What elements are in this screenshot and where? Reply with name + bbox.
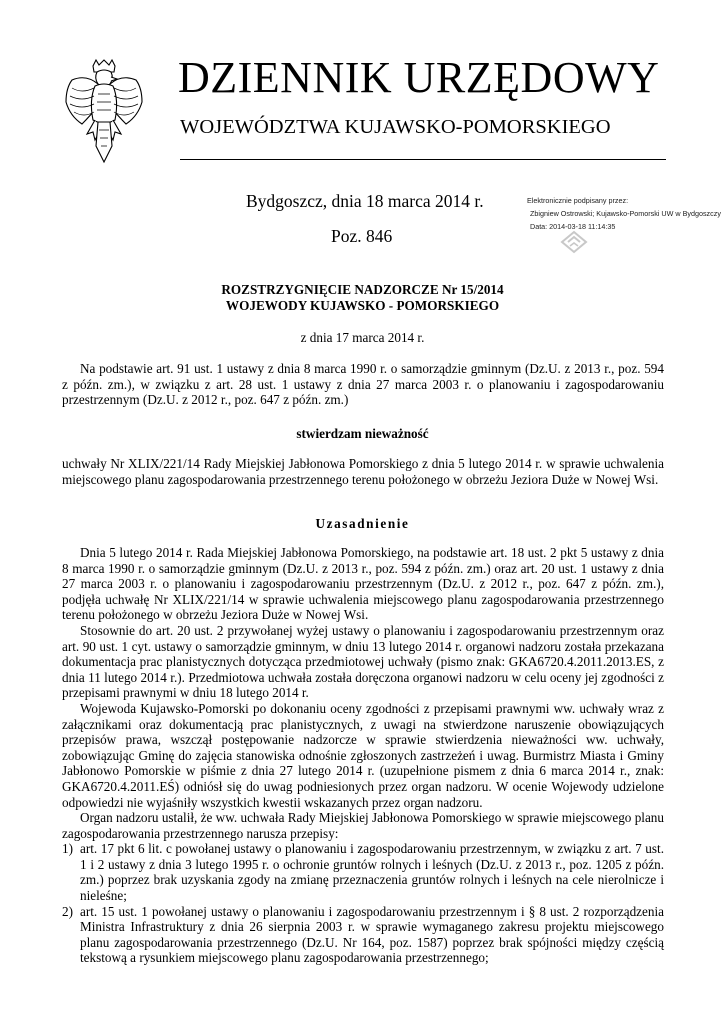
signature-seal-icon: [560, 230, 588, 254]
list-item-text: art. 15 ust. 1 powołanej ustawy o planowaniu i zagospodarowaniu przestrzennym i § 8 ust. 2 rozporządzenia Ministra Infrastruktury z dnia 26 sierpnia 2003 r. w sprawie wymaganego zakresu projektu miejscowego planu zagospodarowania przestrzennego (Dz.U. Nr 164, poz. 1587) poprzez brak spójności między częścią tekstową a rysunkiem miejscowego planu zagospodarowania przestrzennego;: [80, 903, 664, 966]
decision-statement: stwierdzam nieważność: [296, 426, 429, 441]
justification-paragraph: Organ nadzoru ustalił, że ww. uchwała Rady Miejskiej Jabłonowa Pomorskiego w sprawie miejscowego planu zagospodarowania przestrzennego narusza przepisy:: [62, 810, 664, 841]
polish-eagle-emblem-icon: [62, 58, 146, 168]
publication-place-date: Bydgoszcz, dnia 18 marca 2014 r.: [246, 191, 484, 211]
signature-date: Data: 2014-03-18 11:14:35: [530, 222, 616, 231]
document-title: [0, 282, 725, 313]
resolution-paragraph: uchwały Nr XLIX/221/14 Rady Miejskiej Jabłonowa Pomorskiego z dnia 5 lutego 2014 r. w sprawie uchwalenia miejscowego planu zagospodarowania przestrzennego terenu położonego w obrzeżu Jeziora Duże w Nowej Wsi.: [62, 456, 664, 487]
document-title-line1: ROZSTRZYGNIĘCIE NADZORCZE Nr 15/2014: [221, 282, 504, 297]
journal-title: DZIENNIK URZĘDOWY: [178, 53, 660, 102]
signature-label: Elektronicznie podpisany przez:: [527, 196, 629, 205]
violations-list: [62, 841, 664, 966]
legal-basis-text: Na podstawie art. 91 ust. 1 ustawy z dnia 8 marca 1990 r. o samorządzie gminnym (Dz.U. z 2013 r., poz. 594 z późn. zm.), w związku z art. 28 ust. 1 ustawy z dnia 27 marca 2003 r. o planowaniu i zagospodarowaniu przestrzennym (Dz.U. z 2012 r., poz. 647 z późn. zm.): [62, 361, 664, 408]
publication-position: Poz. 846: [331, 226, 393, 246]
justification-paragraph: Dnia 5 lutego 2014 r. Rada Miejskiej Jabłonowa Pomorskiego, na podstawie art. 18 ust. 2 pkt 5 ustawy z dnia 8 marca 1990 r. o samorządzie gminnym (Dz.U. z 2013 r., poz. 594 z późn. zm.) oraz art. 20 ust. 1 ustawy z dnia 27 marca 2003 r. o planowaniu i zagospodarowaniu przestrzennym (Dz.U. z 2012 r., poz. 647 z późn. zm.), podjęła uchwałę Nr XLIX/221/14 w sprawie uchwalenia miejscowego planu zagospodarowania przestrzennego terenu położonego w obrzeżu Jeziora Duże w Nowej Wsi.: [62, 545, 664, 623]
justification-paragraph: Wojewoda Kujawsko-Pomorski po dokonaniu oceny zgodności z przepisami prawnymi ww. uchwały wraz z załącznikami oraz dokumentacją prac planistycznych, z uwagi na stwierdzone naruszenie obowiązujących przepisów prawa, wszczął postępowanie nadzorcze w sprawie stwierdzenia nieważności ww. uchwały, zobowiązując Gminę do zajęcia stanowiska odnośnie zgłoszonych zastrzeżeń i uwag. Burmistrz Miasta i Gminy Jabłonowo Pomorskie w piśmie z dnia 27 lutego 2014 r. (uzupełnione pismem z dnia 6 marca 2014 r., znak: GKA6720.4.2011.EŚ) odniósł się do uwag podniesionych przez organ nadzoru. W ocenie Wojewody udzielone odpowiedzi nie wyjaśniły wszystkich kwestii wskazanych przez organ nadzoru.: [62, 700, 664, 810]
signature-signer: Zbigniew Ostrowski; Kujawsko-Pomorski UW w Bydgoszczy: [530, 209, 721, 218]
justification-body: [62, 545, 664, 966]
document-date: z dnia 17 marca 2014 r.: [300, 330, 425, 345]
legal-basis-paragraph: [62, 361, 664, 408]
justification-heading: Uzasadnienie: [315, 516, 410, 531]
list-item: [62, 841, 664, 903]
list-item-text: art. 17 pkt 6 lit. c powołanej ustawy o planowaniu i zagospodarowaniu przestrzennym, w związku z art. 7 ust. 1 i 2 ustawy z dnia 3 lutego 1995 r. o ochronie gruntów rolnych i leśnych (Dz.U. z 2013 r., poz. 1205 z późn. zm.) poprzez brak uzyskania zgody na zmianę przeznaczenia gruntów rolnych i leśnych na cele nierolnicze i nieleśne;: [80, 841, 664, 904]
justification-paragraph: Stosownie do art. 20 ust. 2 przywołanej wyżej ustawy o planowaniu i zagospodarowaniu przestrzennym oraz art. 90 ust. 1 cyt. ustawy o samorządzie gminnym, w dniu 13 lutego 2014 r. organowi nadzoru została przekazana dokumentacja prac planistycznych dotycząca przedmiotowej uchwały (pismo znak: GKA6720.4.2011.2013.ES, z dnia 11 lutego 2014 r.). Przedmiotowa uchwała została doręczona organowi nadzoru w celu oceny jej zgodności z przepisami prawnymi w dniu 18 lutego 2014 r.: [62, 622, 664, 701]
header-divider: [180, 159, 666, 160]
electronic-signature-block[interactable]: [520, 194, 725, 264]
list-item-number: 1): [62, 841, 73, 857]
list-item: [62, 904, 664, 966]
list-item-number: 2): [62, 903, 73, 919]
journal-subtitle: WOJEWÓDZTWA KUJAWSKO-POMORSKIEGO: [180, 116, 611, 138]
document-title-line2: WOJEWODY KUJAWSKO - POMORSKIEGO: [225, 297, 500, 313]
